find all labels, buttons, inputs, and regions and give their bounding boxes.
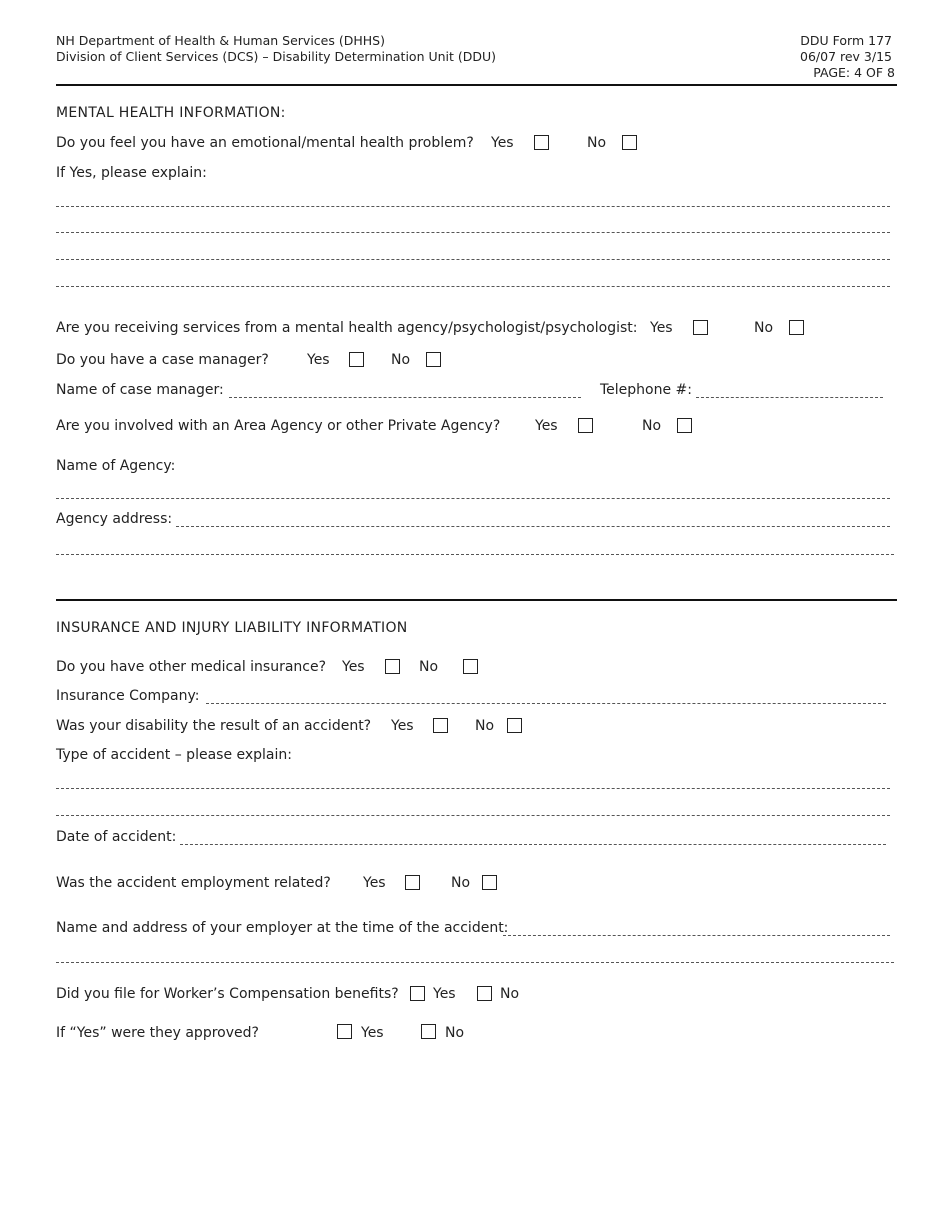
employer-field-line-2[interactable] <box>56 962 894 963</box>
approved-yes-checkbox[interactable] <box>337 1024 352 1039</box>
explain-line-4[interactable] <box>56 286 890 287</box>
services-no-checkbox[interactable] <box>789 320 804 335</box>
no-label: No <box>391 352 411 368</box>
form-id: DDU Form 177 <box>800 33 892 48</box>
explain-line-3[interactable] <box>56 259 890 260</box>
insurance-title: INSURANCE AND INJURY LIABILITY INFORMATION <box>56 620 408 636</box>
mental-problem-yes-checkbox[interactable] <box>534 135 549 150</box>
no-label: No <box>419 659 439 675</box>
q-area-agency: Are you involved with an Area Agency or other Private Agency? <box>56 418 501 434</box>
agency-name-field[interactable] <box>56 498 890 499</box>
accident-no-checkbox[interactable] <box>507 718 522 733</box>
yes-label: Yes <box>535 418 558 434</box>
yes-label: Yes <box>491 135 514 151</box>
accident-date-field[interactable] <box>180 844 886 845</box>
form-revision: 06/07 rev 3/15 <box>800 49 892 64</box>
accident-explain-line-2[interactable] <box>56 815 890 816</box>
q-accident: Was your disability the result of an accident? <box>56 718 372 734</box>
insurance-no-checkbox[interactable] <box>463 659 478 674</box>
employment-yes-checkbox[interactable] <box>405 875 420 890</box>
q-mental-health-problem: Do you feel you have an emotional/mental health problem? <box>56 135 474 151</box>
q-receiving-services: Are you receiving services from a mental health agency/psychologist/psychologist: <box>56 320 638 336</box>
yes-label: Yes <box>363 875 386 891</box>
q-workers-comp: Did you file for Worker’s Compensation benefits? <box>56 986 399 1002</box>
q-approved: If “Yes” were they approved? <box>56 1025 259 1041</box>
no-label: No <box>642 418 662 434</box>
yes-label: Yes <box>433 986 456 1002</box>
accident-explain-label: Type of accident – please explain: <box>56 747 292 763</box>
no-label: No <box>451 875 471 891</box>
agency-name-label: Name of Agency: <box>56 458 176 474</box>
accident-date-label: Date of accident: <box>56 829 177 845</box>
services-yes-checkbox[interactable] <box>693 320 708 335</box>
employer-field[interactable] <box>503 935 890 936</box>
employment-no-checkbox[interactable] <box>482 875 497 890</box>
yes-label: Yes <box>391 718 414 734</box>
section-divider <box>56 599 897 601</box>
org-line-2: Division of Client Services (DCS) – Disability Determination Unit (DDU) <box>56 49 497 64</box>
agency-address-line-2[interactable] <box>56 554 894 555</box>
case-manager-no-checkbox[interactable] <box>426 352 441 367</box>
case-manager-yes-checkbox[interactable] <box>349 352 364 367</box>
telephone-field[interactable] <box>696 397 883 398</box>
explain-line-2[interactable] <box>56 232 890 233</box>
insurance-company-label: Insurance Company: <box>56 688 200 704</box>
page-number: PAGE: 4 OF 8 <box>813 65 895 80</box>
insurance-yes-checkbox[interactable] <box>385 659 400 674</box>
agency-address-field[interactable] <box>176 526 890 527</box>
case-manager-name-label: Name of case manager: <box>56 382 224 398</box>
no-label: No <box>754 320 774 336</box>
employer-label: Name and address of your employer at the time of the accident: <box>56 920 509 936</box>
yes-label: Yes <box>650 320 673 336</box>
yes-label: Yes <box>307 352 330 368</box>
agency-yes-checkbox[interactable] <box>578 418 593 433</box>
header-divider <box>56 84 897 86</box>
insurance-company-field[interactable] <box>206 703 886 704</box>
mental-health-title: MENTAL HEALTH INFORMATION: <box>56 105 286 121</box>
accident-yes-checkbox[interactable] <box>433 718 448 733</box>
no-label: No <box>587 135 607 151</box>
explain-label: If Yes, please explain: <box>56 165 207 181</box>
explain-line-1[interactable] <box>56 206 890 207</box>
no-label: No <box>445 1025 465 1041</box>
q-employment-related: Was the accident employment related? <box>56 875 331 891</box>
no-label: No <box>500 986 520 1002</box>
org-line-1: NH Department of Health & Human Services (DHHS) <box>56 33 385 48</box>
agency-address-label: Agency address: <box>56 511 173 527</box>
workers-comp-yes-checkbox[interactable] <box>410 986 425 1001</box>
approved-no-checkbox[interactable] <box>421 1024 436 1039</box>
telephone-label: Telephone #: <box>600 382 692 398</box>
yes-label: Yes <box>342 659 365 675</box>
yes-label: Yes <box>361 1025 384 1041</box>
mental-problem-no-checkbox[interactable] <box>622 135 637 150</box>
accident-explain-line-1[interactable] <box>56 788 890 789</box>
case-manager-name-field[interactable] <box>229 397 581 398</box>
q-other-insurance: Do you have other medical insurance? <box>56 659 327 675</box>
q-case-manager: Do you have a case manager? <box>56 352 269 368</box>
workers-comp-no-checkbox[interactable] <box>477 986 492 1001</box>
no-label: No <box>475 718 495 734</box>
agency-no-checkbox[interactable] <box>677 418 692 433</box>
